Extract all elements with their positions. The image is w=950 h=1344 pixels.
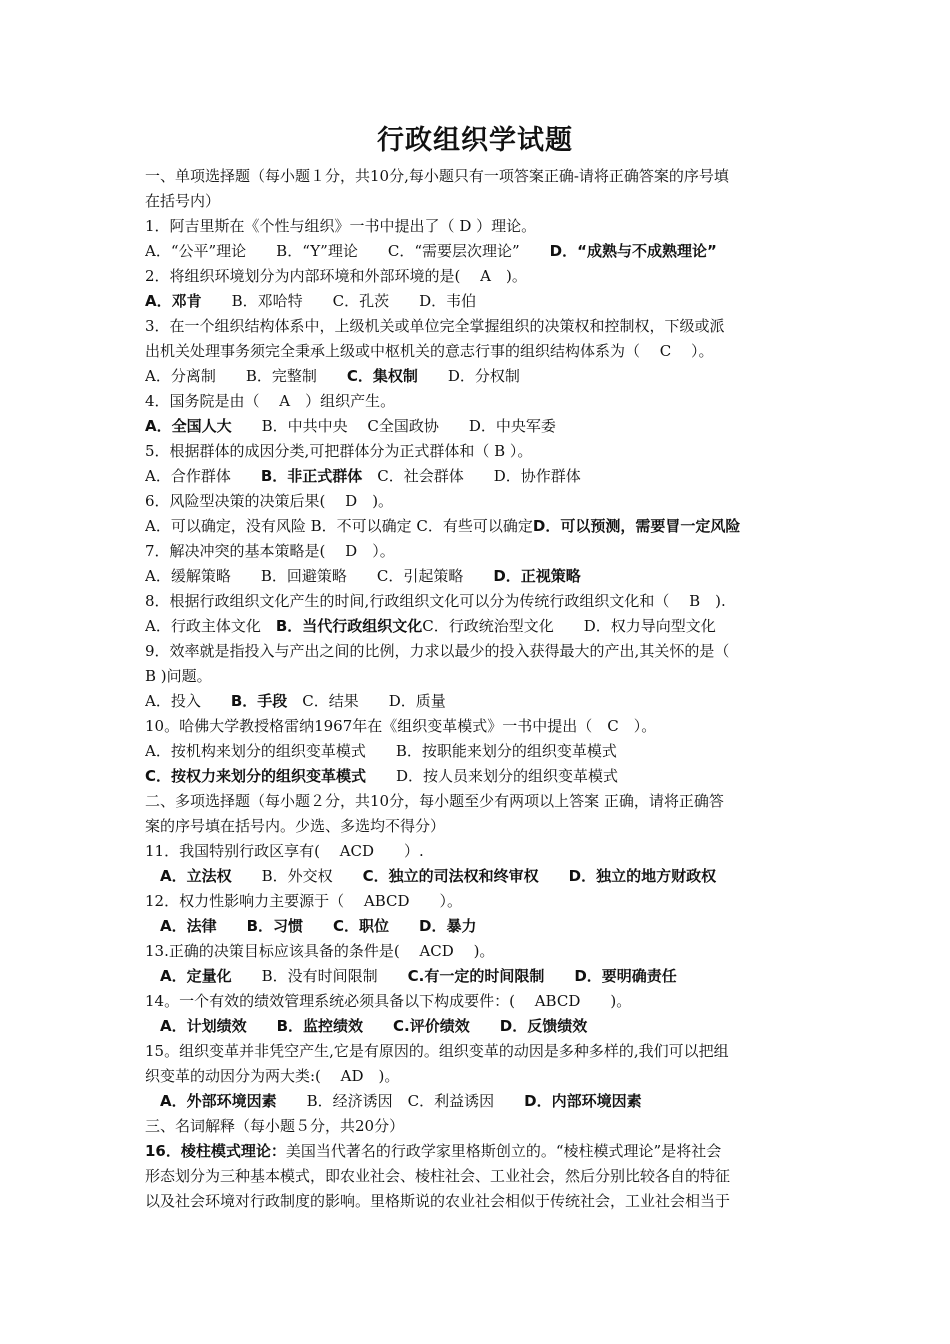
text-line bbox=[145, 839, 810, 864]
text-line bbox=[145, 1139, 810, 1164]
line-text: 10。哈佛大学教授格雷纳1967年在《组织变革模式》一书中提出（ C ）。 bbox=[145, 717, 657, 735]
line-text: 形态划分为三种基本模式，即农业社会、棱柱社会、工业社会，然后分别比较各自的特征 bbox=[145, 1167, 731, 1185]
line-text: B．中共中央 C全国政协 D．中央军委 bbox=[231, 417, 556, 435]
line-text: 在括号内） bbox=[145, 192, 221, 210]
line-text bbox=[539, 864, 569, 889]
answer-text: A．定量化 bbox=[160, 967, 232, 985]
text-line bbox=[145, 1189, 810, 1214]
text-line bbox=[145, 339, 810, 364]
answer-text: 16．棱柱模式理论： bbox=[145, 1142, 286, 1160]
text-line bbox=[145, 739, 810, 764]
text-line bbox=[145, 1114, 810, 1139]
text-line bbox=[145, 614, 810, 639]
answer-text: A．法律 B．习惯 C．职位 D．暴力 bbox=[160, 917, 477, 935]
text-line bbox=[145, 414, 810, 439]
text-line bbox=[145, 589, 810, 614]
answer-text: C．按权力来划分的组织变革模式 bbox=[145, 767, 367, 785]
line-text: 二、多项选择题（每小题２分，共10分，每小题至少有两项以上答案 正确，请将正确答 bbox=[145, 792, 724, 810]
text-line bbox=[160, 1014, 825, 1039]
answer-text: C．集权制 bbox=[346, 367, 418, 385]
text-line bbox=[145, 1164, 810, 1189]
line-text: B )问题。 bbox=[145, 667, 212, 685]
text-line bbox=[145, 489, 810, 514]
line-text: 2．将组织环境划分为内部环境和外部环境的是( A )。 bbox=[145, 267, 527, 285]
text-line bbox=[145, 639, 810, 664]
line-text: 13.正确的决策目标应该具备的条件是( ACD )。 bbox=[145, 942, 495, 960]
text-line bbox=[145, 939, 810, 964]
answer-text: B．非正式群体 bbox=[260, 467, 363, 485]
text-line bbox=[145, 789, 810, 814]
text-line bbox=[145, 439, 810, 464]
line-text: 出机关处理事务须完全秉承上级或中枢机关的意志行事的组织结构体系为（ C ）。 bbox=[145, 342, 714, 360]
text-line bbox=[145, 889, 810, 914]
line-text: D．按人员来划分的组织变革模式 bbox=[366, 767, 619, 785]
line-text: B．经济诱因 C．利益诱因 bbox=[276, 1092, 525, 1110]
line-text: 8．根据行政组织文化产生的时间,行政组织文化可以分为传统行政组织文化和（ B ). bbox=[145, 592, 726, 610]
line-text: 14。一个有效的绩效管理系统必须具备以下构成要件：( ABCD )。 bbox=[145, 992, 632, 1010]
text-line bbox=[145, 989, 810, 1014]
answer-text: B．当代行政组织文化 bbox=[275, 617, 423, 635]
line-text: C．结果 D．质量 bbox=[287, 692, 446, 710]
answer-text: A．立法权 bbox=[160, 867, 232, 885]
line-text: 5．根据群体的成因分类,可把群体分为正式群体和（ B ）。 bbox=[145, 442, 533, 460]
text-line bbox=[145, 564, 810, 589]
answer-text: D．正视策略 bbox=[493, 567, 581, 585]
text-line bbox=[160, 914, 825, 939]
line-text: 9．效率就是指投入与产出之间的比例，力求以最少的投入获得最大的产出,其关怀的是（ bbox=[145, 642, 730, 660]
text-line bbox=[145, 239, 810, 264]
answer-text: C．独立的司法权和终审权 bbox=[362, 867, 539, 885]
text-line bbox=[145, 164, 810, 189]
answer-text: D．独立的地方财政权 bbox=[568, 867, 717, 885]
text-line bbox=[145, 539, 810, 564]
text-line bbox=[145, 714, 810, 739]
text-line bbox=[145, 1039, 810, 1064]
line-text: 1．阿吉里斯在《个性与组织》一书中提出了（ D ）理论。 bbox=[145, 217, 537, 235]
text-line bbox=[145, 464, 810, 489]
text-line bbox=[145, 1064, 810, 1089]
text-line bbox=[145, 389, 810, 414]
line-text: B．邓哈特 C．孔茨 D．韦伯 bbox=[201, 292, 477, 310]
answer-text: A．计划绩效 B．监控绩效 C.评价绩效 D．反馈绩效 bbox=[160, 1017, 588, 1035]
text-line bbox=[160, 864, 825, 889]
line-text: 7．解决冲突的基本策略是( D ）。 bbox=[145, 542, 395, 560]
text-line bbox=[145, 314, 810, 339]
text-line bbox=[145, 664, 810, 689]
line-text: C．社会群体 D．协作群体 bbox=[362, 467, 581, 485]
line-text: A．分离制 B．完整制 bbox=[145, 367, 347, 385]
answer-text: D．内部环境因素 bbox=[524, 1092, 642, 1110]
text-line bbox=[145, 264, 810, 289]
line-text: A．可以确定，没有风险 B．不可以确定 C．有些可以确定 bbox=[145, 517, 533, 535]
line-text: 11．我国特别行政区享有( ACD ）. bbox=[145, 842, 424, 860]
text-line bbox=[160, 1089, 825, 1114]
answer-text: A．全国人大 bbox=[145, 417, 232, 435]
line-text: 一、单项选择题（每小题１分，共10分,每小题只有一项答案正确-请将正确答案的序号填 bbox=[145, 167, 729, 185]
line-text: A．按机构来划分的组织变革模式 B．按职能来划分的组织变革模式 bbox=[145, 742, 617, 760]
text-line bbox=[145, 364, 810, 389]
line-text: B．外交权 bbox=[231, 867, 363, 885]
answer-text: C.有一定的时间限制 D．要明确责任 bbox=[407, 967, 677, 985]
line-text: C．行政统治型文化 D．权力导向型文化 bbox=[422, 617, 716, 635]
text-line bbox=[145, 214, 810, 239]
text-line bbox=[145, 514, 810, 539]
line-text: A．投入 bbox=[145, 692, 231, 710]
answer-text: A．外部环境因素 bbox=[160, 1092, 277, 1110]
line-text: 3．在一个组织结构体系中，上级机关或单位完全掌握组织的决策权和控制权，下级或派 bbox=[145, 317, 725, 335]
text-line bbox=[160, 964, 825, 989]
answer-text: B．手段 bbox=[230, 692, 288, 710]
text-line bbox=[145, 289, 810, 314]
line-text: A．合作群体 bbox=[145, 467, 261, 485]
text-line bbox=[145, 814, 810, 839]
line-text: 三、名词解释（每小题５分，共20分） bbox=[145, 1117, 405, 1135]
line-text: 4．国务院是由（ A ）组织产生。 bbox=[145, 392, 396, 410]
line-text: A．行政主体文化 bbox=[145, 617, 276, 635]
line-text: 12．权力性影响力主要源于（ ABCD ）。 bbox=[145, 892, 462, 910]
line-text: D．分权制 bbox=[417, 367, 520, 385]
text-line bbox=[145, 764, 810, 789]
line-text: 美国当代著名的行政学家里格斯创立的。“棱柱模式理论”是将社会 bbox=[285, 1142, 722, 1160]
answer-text: D．“成熟与不成熟理论” bbox=[549, 242, 717, 260]
line-text: A．缓解策略 B．回避策略 C．引起策略 bbox=[145, 567, 494, 585]
line-text: 以及社会环境对行政制度的影响。里格斯说的农业社会相似于传统社会，工业社会相当于 bbox=[145, 1192, 731, 1210]
line-text: 6．风险型决策的决策后果( D )。 bbox=[145, 492, 394, 510]
line-text: A．“公平”理论 B．“Y”理论 C．“需要层次理论” bbox=[145, 242, 550, 260]
page-title: 行政组织学试题 bbox=[377, 125, 573, 156]
line-text: 织变革的动因分为两大类:( AD )。 bbox=[145, 1067, 400, 1085]
text-line bbox=[145, 689, 810, 714]
answer-text: D．可以预测，需要冒一定风险 bbox=[532, 517, 741, 535]
line-text: 15。组织变革并非凭空产生,它是有原因的。组织变革的动因是多种多样的,我们可以把组 bbox=[145, 1042, 729, 1060]
answer-text: A．邓肯 bbox=[145, 292, 202, 310]
line-text: B．没有时间限制 bbox=[231, 967, 408, 985]
text-line bbox=[145, 189, 810, 214]
line-text: 案的序号填在括号内。少选、多选均不得分） bbox=[145, 817, 446, 835]
